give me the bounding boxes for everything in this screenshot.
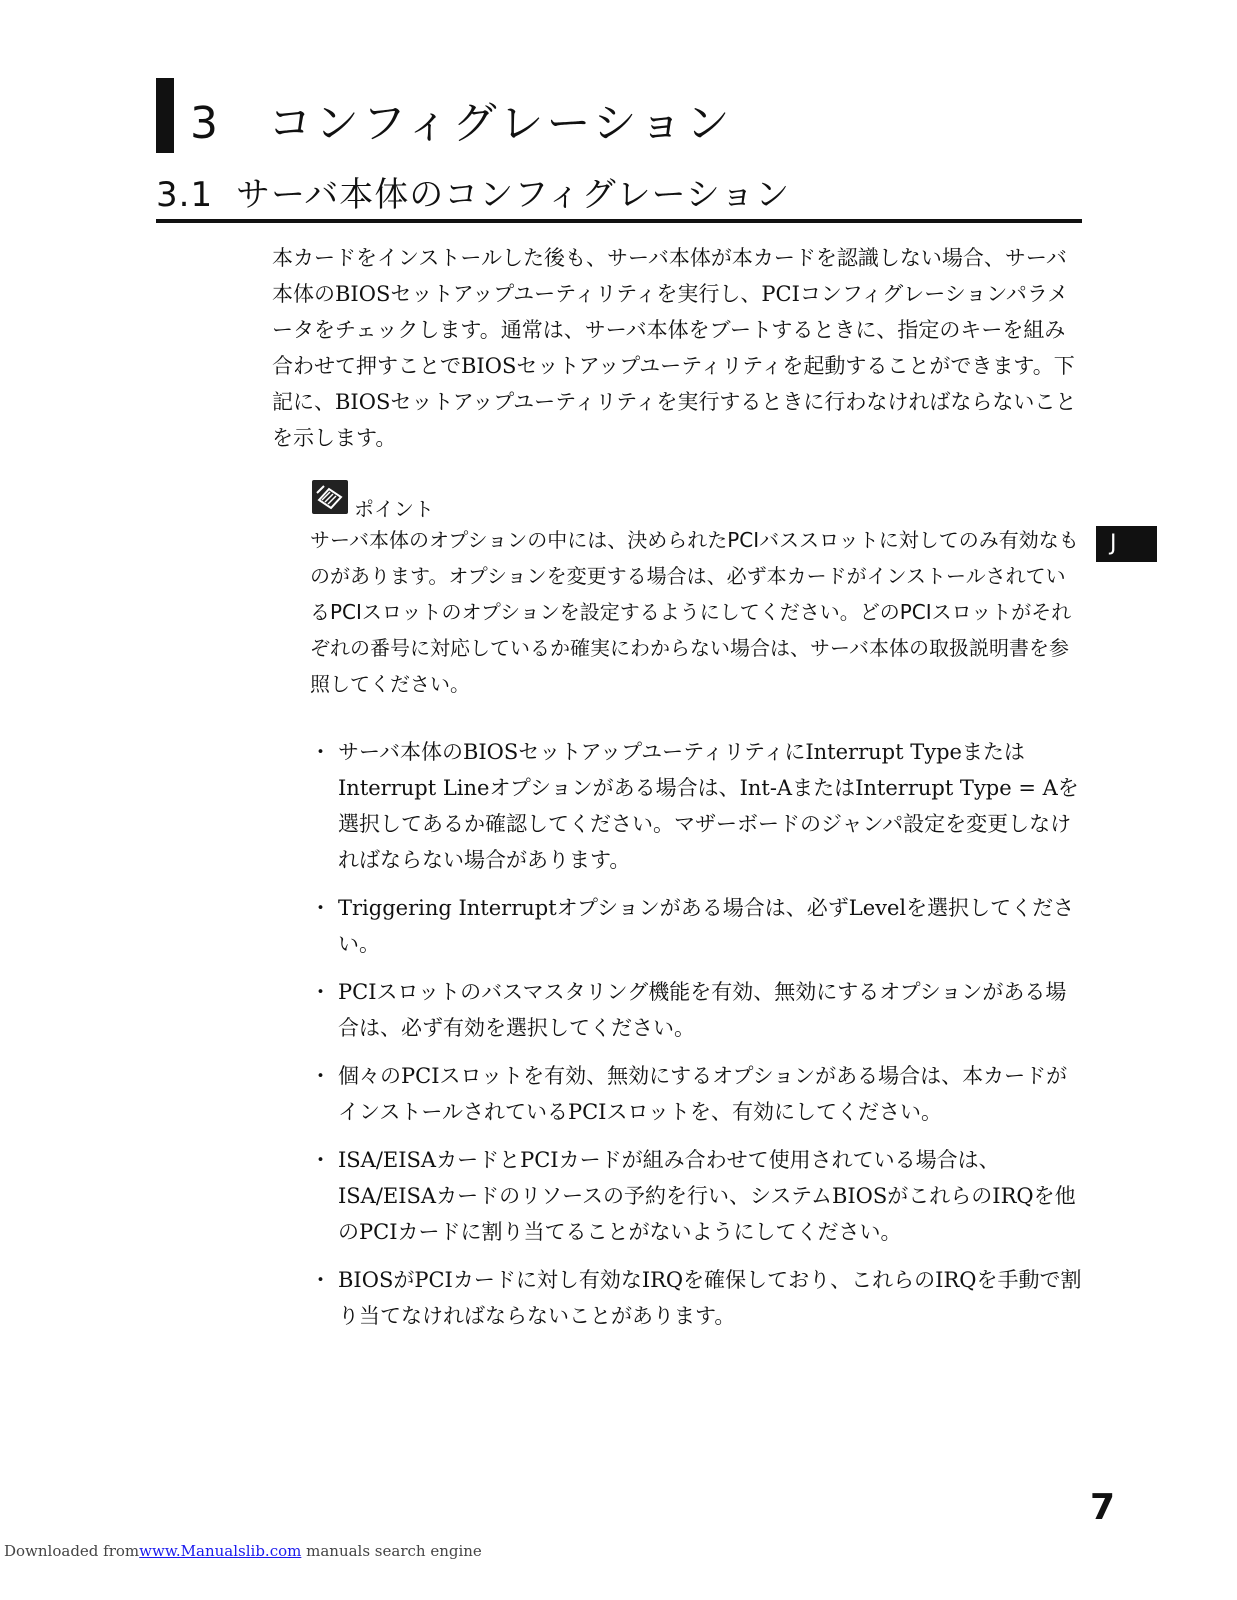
point-icon	[312, 480, 348, 514]
list-item	[310, 1142, 1082, 1250]
bullet-mark: ・	[310, 1064, 331, 1088]
bullet-mark: ・	[310, 980, 331, 1004]
page-number: 7	[1090, 1487, 1116, 1528]
download-footer	[4, 1542, 482, 1560]
list-item-text: Triggering Interruptオプションがある場合は、必ずLevelを選択してください。	[338, 896, 1075, 956]
footer-suffix: manuals search engine	[301, 1542, 482, 1560]
chapter-marker-bar	[156, 78, 174, 153]
footer-prefix: Downloaded from	[4, 1542, 140, 1560]
point-label: ポイント	[354, 497, 434, 521]
intro-text: 本カードをインストールした後も、サーバ本体が本カードを認識しない場合、サーバ本体のBIOSセットアップユーティリティを実行し、PCIコンフィグレーションパラメータをチェックします。通常は、サーバ本体をブートするときに、指定のキーを組み合わせて押すことでBIOSセットアップユーティリティを起動することができます。下記に、BIOSセットアップユーティリティを実行するときに行わなければならないことを示します。	[272, 246, 1077, 450]
list-item-text: BIOSがPCIカードに対し有効なIRQを確保しており、これらのIRQを手動で割り当てなければならないことがあります。	[338, 1268, 1082, 1328]
section-heading	[156, 172, 790, 218]
section-divider	[156, 219, 1082, 223]
list-item-text: ISA/EISAカードとPCIカードが組み合わせて使用されている場合は、ISA/EISAカードのリソースの予約を行い、システムBIOSがこれらのIRQを他のPCIカードに割り当てることがないようにしてください。	[338, 1148, 1076, 1244]
list-item	[310, 1262, 1082, 1334]
requirements-list	[310, 734, 1082, 1346]
bullet-mark: ・	[310, 740, 331, 764]
chapter-number: 3	[190, 98, 221, 149]
list-item	[310, 734, 1082, 878]
point-text: サーバ本体のオプションの中には、決められたPCIバススロットに対してのみ有効なものがあります。オプションを変更する場合は、必ず本カードがインストールされているPCIスロットのオプションを設定するようにしてください。どのPCIスロットがそれぞれの番号に対応しているか確実にわからない場合は、サーバ本体の取扱説明書を参照してください。	[310, 528, 1079, 696]
section-title: サーバ本体のコンフィグレーション	[236, 175, 791, 215]
list-item	[310, 974, 1082, 1046]
list-item-text: サーバ本体のBIOSセットアップユーティリティにInterrupt TypeまたはInterrupt Lineオプションがある場合は、Int-AまたはInterrupt Type = Aを選択してあるか確認してください。マザーボードのジャンパ設定を変更しなければならない場合があります。	[338, 740, 1079, 872]
section-number: 3.1	[156, 175, 214, 215]
list-item	[310, 890, 1082, 962]
bullet-mark: ・	[310, 1148, 331, 1172]
list-item	[310, 1058, 1082, 1130]
intro-paragraph	[272, 240, 1082, 456]
list-item-text: PCIスロットのバスマスタリング機能を有効、無効にするオプションがある場合は、必ず有効を選択してください。	[338, 980, 1067, 1040]
bullet-mark: ・	[310, 896, 331, 920]
point-note	[310, 522, 1082, 702]
chapter-heading	[190, 94, 733, 154]
bullet-mark: ・	[310, 1268, 331, 1292]
language-tab: J	[1096, 526, 1157, 562]
chapter-title: コンフィグレーション	[268, 98, 733, 149]
list-item-text: 個々のPCIスロットを有効、無効にするオプションがある場合は、本カードがインストールされているPCIスロットを、有効にしてください。	[338, 1064, 1068, 1124]
footer-link[interactable]: www.Manualslib.com	[139, 1542, 302, 1560]
